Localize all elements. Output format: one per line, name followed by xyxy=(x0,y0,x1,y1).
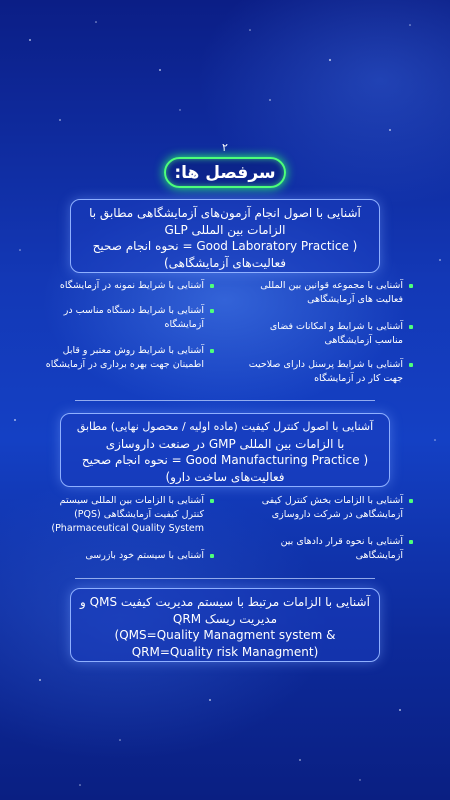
list-item-text: آشنایی با شرایط نمونه در آزمایشگاه xyxy=(59,280,204,291)
list-item-text: مناسب آزمایشگاهی xyxy=(324,335,403,346)
section1-left-item xyxy=(32,344,214,372)
list-item-text: آشنایی با الزامات بخش کنترل کیفی xyxy=(261,495,403,506)
list-item-text: آشنایی با مجموعه قوانین بین المللی xyxy=(260,280,403,291)
list-item-text: فعالیت های آزمایشگاهی xyxy=(307,294,403,305)
list-item-text: آزمایشگاه xyxy=(164,319,204,330)
list-item-text: آشنایی با سیستم خود بازرسی xyxy=(85,550,204,561)
section1-heading-line: آشنایی با اصول انجام آزمون‌های آزمایشگاهی مطابق با xyxy=(89,206,361,220)
section1-right-item xyxy=(235,279,413,307)
section2-heading-line: ( Good Manufacturing Practice = نحوه انجام صحیح xyxy=(81,453,369,467)
section2-heading-line: با الزامات بین المللی GMP در صنعت داروسازی xyxy=(105,436,345,451)
section2-heading-box xyxy=(60,413,390,487)
list-item-text: (Pharmaceutical Quality System xyxy=(51,523,204,534)
list-item-text: آزمایشگاهی در شرکت داروسازی xyxy=(271,509,403,520)
section1-heading-box xyxy=(70,199,380,273)
section2-right-item xyxy=(235,494,413,522)
section1-left-item xyxy=(32,279,214,293)
section-divider xyxy=(75,578,375,579)
section2-heading-line: فعالیت‌های ساخت دارو) xyxy=(165,469,285,484)
list-item-text: آشنایی با الزامات بین المللی سیستم xyxy=(59,495,204,506)
list-item-text: کنترل کیفیت آزمایشگاهی (PQS) xyxy=(74,509,204,520)
section2-left-item xyxy=(32,549,214,563)
section3-heading-line: QRM=Quality risk Managment) xyxy=(131,644,319,659)
list-item-text: آزمایشگاهی xyxy=(355,550,403,561)
section1-right-item xyxy=(235,358,413,386)
list-item-text: اطمینان جهت بهره برداری در آزمایشگاه xyxy=(45,359,204,370)
list-item-text: آشنایی با شرایط و امکانات فضای xyxy=(269,321,403,332)
section-divider xyxy=(75,400,375,401)
list-item-text: آشنایی با شرایط روش معتبر و قابل xyxy=(62,345,204,356)
section2-left-item xyxy=(32,494,214,536)
section2-right-item xyxy=(235,535,413,563)
section2-heading-line: آشنایی با اصول کنترل کیفیت (ماده اولیه / محصول نهایی) مطابق xyxy=(76,420,374,433)
section3-heading-line: مدیریت ریسک QRM xyxy=(172,611,278,626)
page-title: سرفصل ها: xyxy=(164,157,286,188)
page-number: ۲ xyxy=(222,141,228,154)
section3-heading-box xyxy=(70,588,380,662)
section1-heading-line: ( Good Laboratory Practice = نحوه انجام صحیح xyxy=(92,239,358,253)
list-item-text: آشنایی با نحوه قرار دادهای بین xyxy=(280,536,403,547)
section1-right-item xyxy=(235,320,413,348)
list-item-text: آشنایی با شرایط دستگاه مناسب در xyxy=(63,305,204,316)
section3-heading-line: (QMS=Quality Managment system & xyxy=(114,628,336,642)
list-item-text: جهت کار در آزمایشگاه xyxy=(314,373,403,384)
section1-heading-line: الزامات بین المللی GLP xyxy=(164,222,286,237)
section1-heading-line: فعالیت‌های آزمایشگاهی) xyxy=(164,255,286,270)
section3-heading-line: آشنایی با الزامات مرتبط با سیستم مدیریت کیفیت QMS و xyxy=(80,595,370,609)
list-item-text: آشنایی با شرایط پرسنل دارای صلاحیت xyxy=(248,359,403,370)
section1-left-item xyxy=(32,304,214,332)
